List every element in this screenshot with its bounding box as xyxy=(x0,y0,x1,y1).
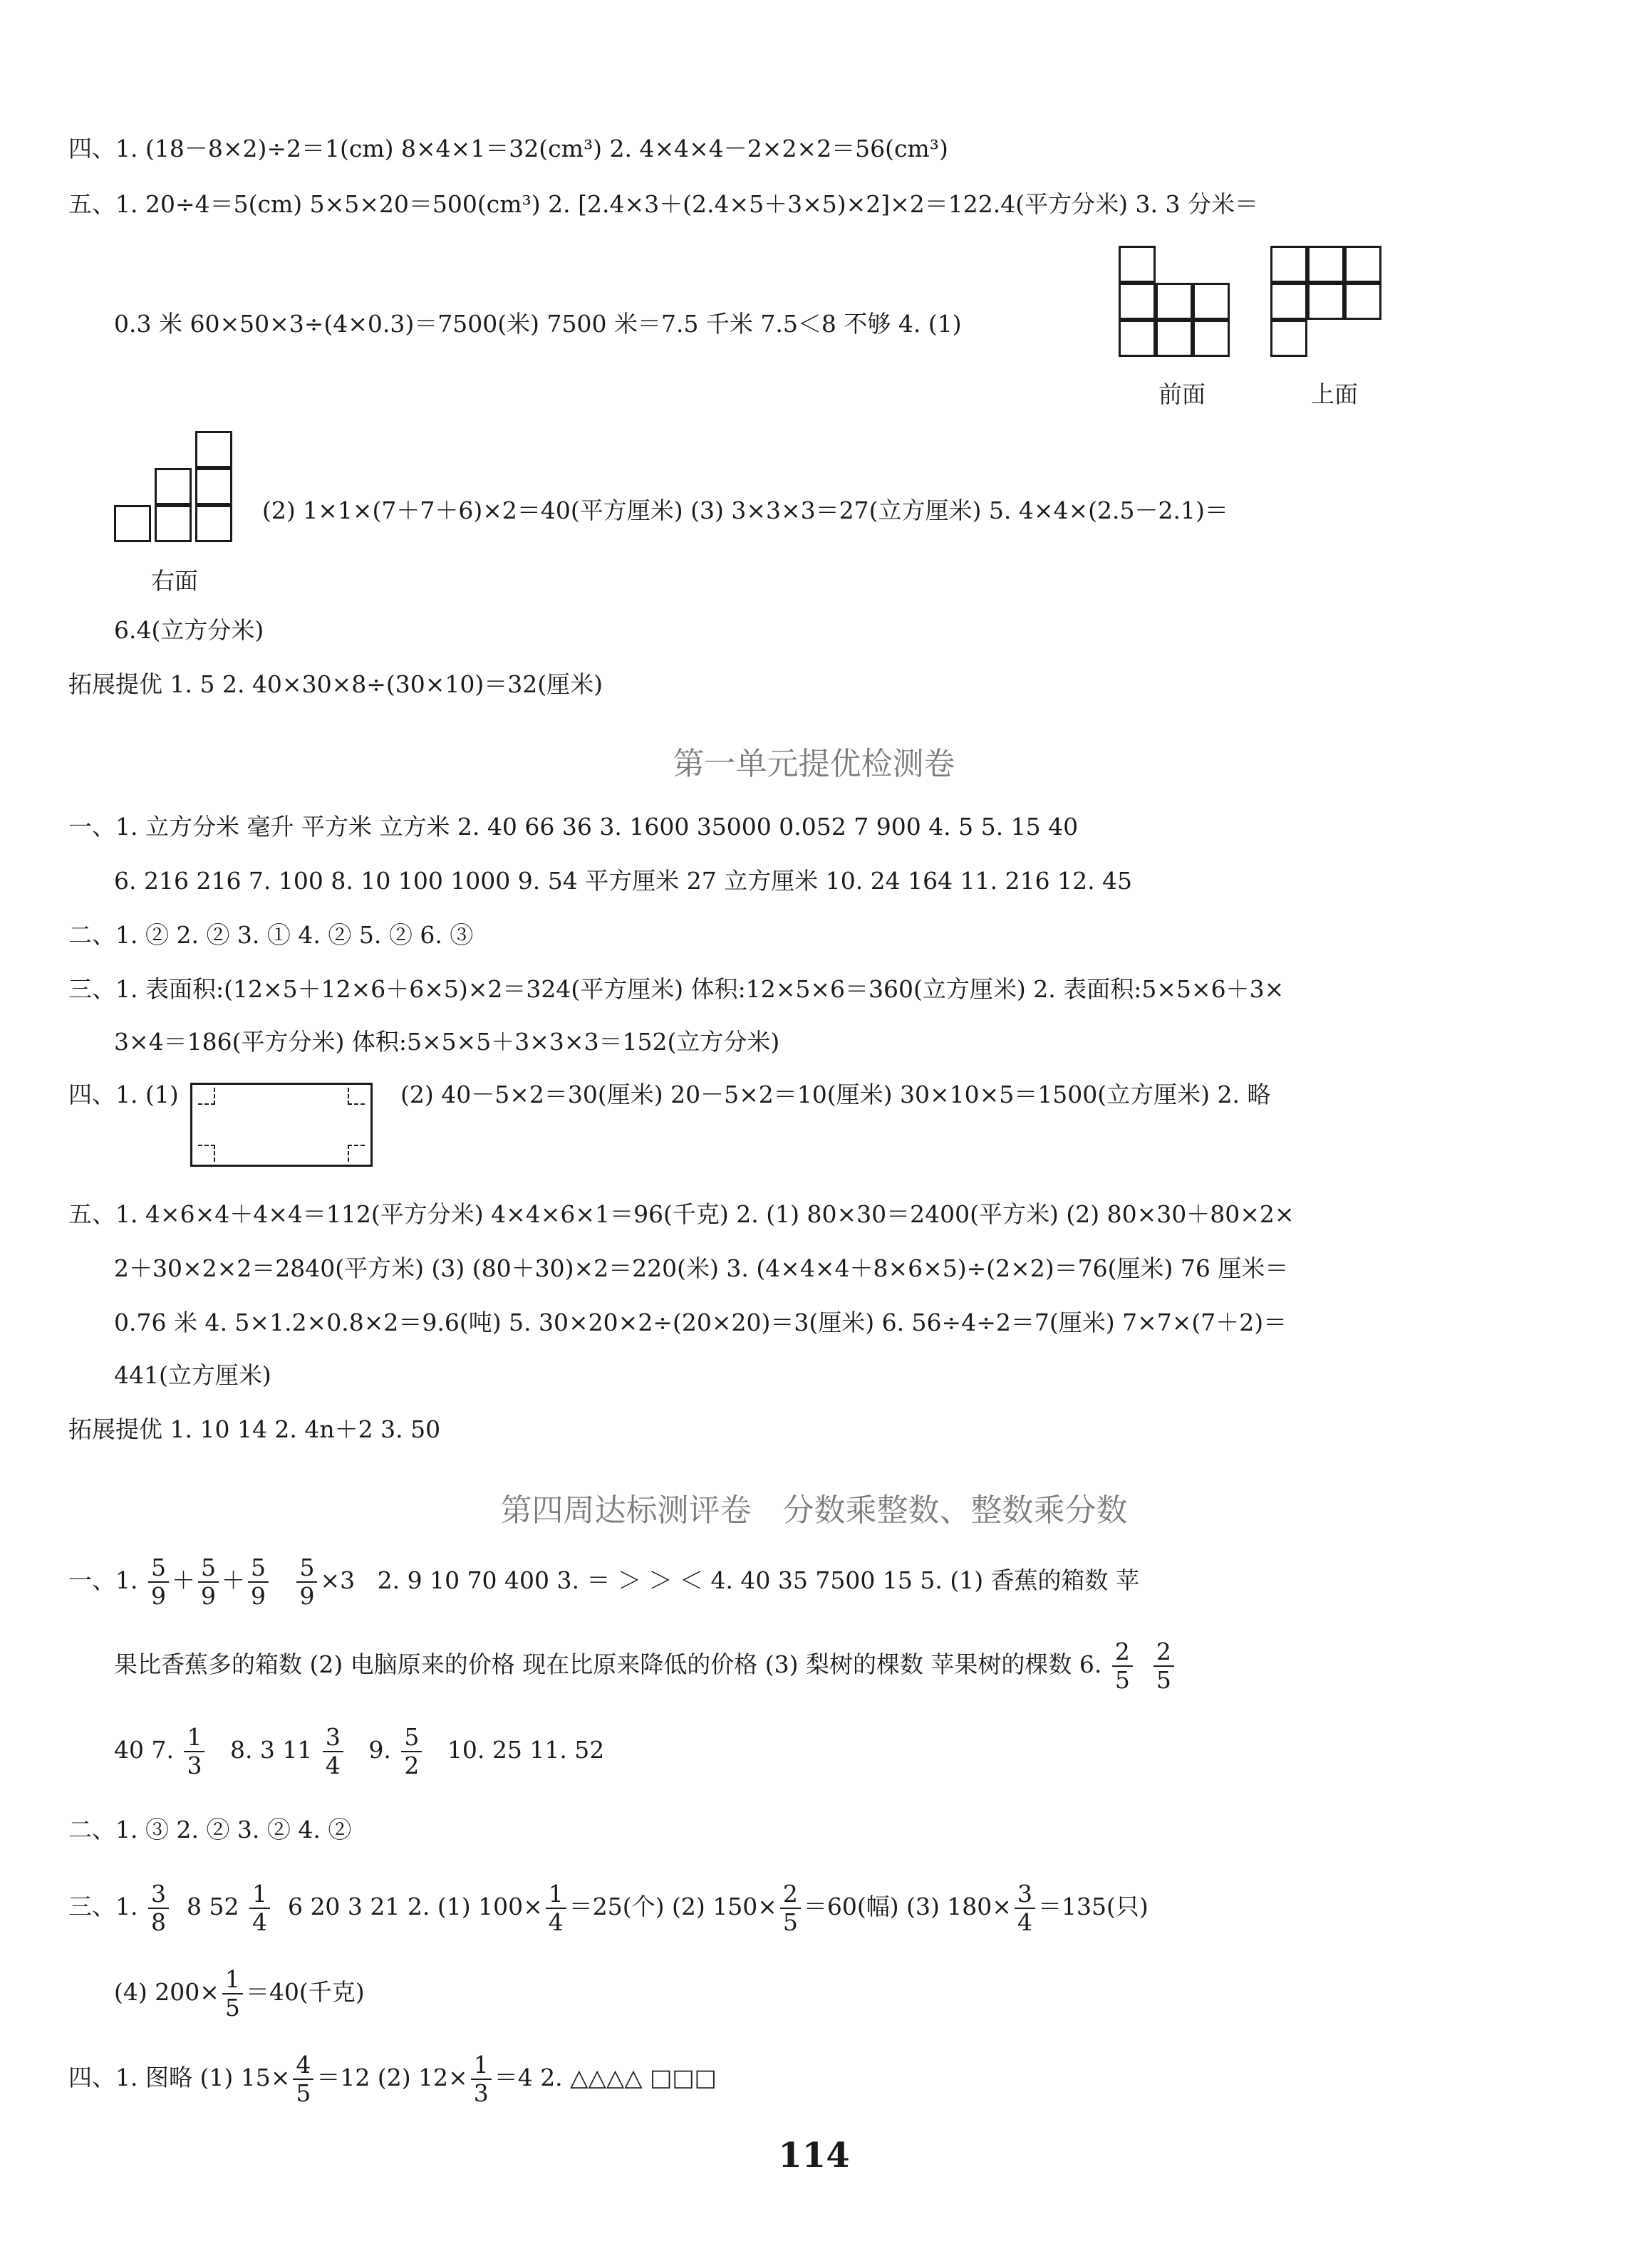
unfolded-box-diagram xyxy=(190,1083,373,1167)
front-view-label: 前面 xyxy=(1158,380,1206,408)
fraction: $\frac{1}{4}$ xyxy=(249,1881,270,1936)
fraction: $\frac{4}{5}$ xyxy=(293,2051,313,2107)
answer-line: (4) 200× $\frac{1}{5}$ ＝40(千克) xyxy=(114,1965,365,2022)
section-title: 第四周达标测评卷 分数乘整数、整数乘分数 xyxy=(500,1492,1128,1529)
fraction: $\frac{1}{3}$ xyxy=(184,1724,204,1779)
answer-line: (2) 40－5×2＝30(厘米) 20－5×2＝10(厘米) 30×10×5＝1500(立方厘米) 2. 略 xyxy=(400,1081,1271,1108)
right-view-label: 右面 xyxy=(151,567,198,595)
answer-line: 0.76 米 4. 5×1.2×0.8×2＝9.6(吨) 5. 30×20×2÷(20×20)＝3(厘米) 6. 56÷4÷2＝7(厘米) 7×7×(7＋2)＝ xyxy=(114,1309,1287,1336)
fraction: $\frac{5}{9}$ xyxy=(148,1554,169,1610)
fraction: $\frac{5}{9}$ xyxy=(296,1554,317,1610)
answer-line: 一、1. 立方分米 毫升 平方米 立方米 2. 40 66 36 3. 1600 35000 0.052 7 900 4. 5 5. 15 40 xyxy=(68,813,1079,841)
fraction: $\frac{5}{9}$ xyxy=(198,1554,219,1610)
answer-line: 三、1. 表面积:(12×5＋12×6＋6×5)×2＝324(平方厘米) 体积:12×5×6＝360(立方厘米) 2. 表面积:5×5×6＋3× xyxy=(68,975,1285,1003)
fraction: $\frac{2}{5}$ xyxy=(780,1881,801,1936)
page-number: 114 xyxy=(778,2136,850,2175)
fraction: $\frac{1}{3}$ xyxy=(471,2051,492,2107)
answer-line: 四、1. 图略 (1) 15× $\frac{4}{5}$ ＝12 (2) 12× $\frac{1}{3}$ ＝4 2. △△△△ □□□ xyxy=(68,2051,717,2107)
answer-line: (2) 1×1×(7＋7＋6)×2＝40(平方厘米) (3) 3×3×3＝27(立方厘米) 5. 4×4×(2.5－2.1)＝ xyxy=(262,496,1228,524)
answer-line: 二、1. ② 2. ② 3. ① 4. ② 5. ② 6. ③ xyxy=(68,921,474,949)
fraction: $\frac{5}{9}$ xyxy=(248,1554,269,1610)
answer-line: 441(立方厘米) xyxy=(114,1361,271,1389)
answer-line: 6.4(立方分米) xyxy=(114,616,264,644)
fraction: $\frac{3}{4}$ xyxy=(1015,1881,1035,1936)
section-title: 第一单元提优检测卷 xyxy=(673,746,955,782)
answer-line: 6. 216 216 7. 100 8. 10 100 1000 9. 54 平方厘米 27 立方厘米 10. 24 164 11. 216 12. 45 xyxy=(114,867,1133,895)
fraction: $\frac{5}{2}$ xyxy=(401,1724,422,1779)
fraction: $\frac{2}{5}$ xyxy=(1112,1638,1133,1694)
answer-line: 五、1. 4×6×4＋4×4＝112(平方分米) 4×4×6×1＝96(千克) 2. (1) 80×30＝2400(平方米) (2) 80×30＋80×2× xyxy=(68,1200,1295,1228)
fraction: $\frac{3}{8}$ xyxy=(148,1881,169,1936)
fraction: $\frac{1}{5}$ xyxy=(222,1966,243,2022)
answer-line: 四、1. (1) xyxy=(68,1081,179,1108)
answer-line: 三、1. $\frac{3}{8}$ 8 52 $\frac{1}{4}$ 6 20 3 21 2. (1) 100× $\frac{1}{4}$ ＝25(个) (2) 150× $\frac{2}{5}$ ＝60(幅) (3) 180× $\frac{3}{4}$ ＝135(只) xyxy=(68,1880,1149,1936)
answer-line: 拓展提优 1. 5 2. 40×30×8÷(30×10)＝32(厘米) xyxy=(68,670,603,698)
answer-line: 拓展提优 1. 10 14 2. 4n＋2 3. 50 xyxy=(68,1415,441,1443)
answer-line: 40 7. $\frac{1}{3}$ 8. 3 11 $\frac{3}{4}$ 9. $\frac{5}{2}$ 10. 25 11. 52 xyxy=(114,1723,605,1779)
answer-line: 3×4＝186(平方分米) 体积:5×5×5＋3×3×3＝152(立方分米) xyxy=(114,1028,780,1056)
answer-line: 一、1. $\frac{5}{9}$ ＋ $\frac{5}{9}$ ＋ $\frac{5}{9}$ $\frac{5}{9}$ ×3 2. 9 10 70 400 3. ＝ ＞ ＞ ＜ 4. 40 35 7500 15 5. (1) 香蕉的箱数 苹 xyxy=(68,1554,1140,1610)
answer-line: 五、1. 20÷4＝5(cm) 5×5×20＝500(cm³) 2. [2.4×3＋(2.4×5＋3×5)×2]×2＝122.4(平方分米) 3. 3 分米＝ xyxy=(68,190,1258,218)
top-view-label: 上面 xyxy=(1311,380,1358,408)
fraction: $\frac{2}{5}$ xyxy=(1153,1638,1174,1694)
fraction: $\frac{3}{4}$ xyxy=(323,1724,343,1779)
answer-line: 2＋30×2×2＝2840(平方米) (3) (80＋30)×2＝220(米) 3. (4×4×4＋8×6×5)÷(2×2)＝76(厘米) 76 厘米＝ xyxy=(114,1254,1289,1282)
answer-line: 二、1. ③ 2. ② 3. ② 4. ② xyxy=(68,1816,352,1843)
answer-line: 四、1. (18－8×2)÷2＝1(cm) 8×4×1＝32(cm³) 2. 4×4×4－2×2×2＝56(cm³) xyxy=(68,135,948,162)
fraction: $\frac{1}{4}$ xyxy=(546,1881,566,1936)
answer-line: 果比香蕉多的箱数 (2) 电脑原来的价格 现在比原来降低的价格 (3) 梨树的棵数 苹果树的棵数 6. $\frac{2}{5}$ $\frac{2}{5}$ xyxy=(114,1638,1177,1694)
answer-line: 0.3 米 60×50×3÷(4×0.3)＝7500(米) 7500 米＝7.5 千米 7.5＜8 不够 4. (1) xyxy=(114,310,962,338)
